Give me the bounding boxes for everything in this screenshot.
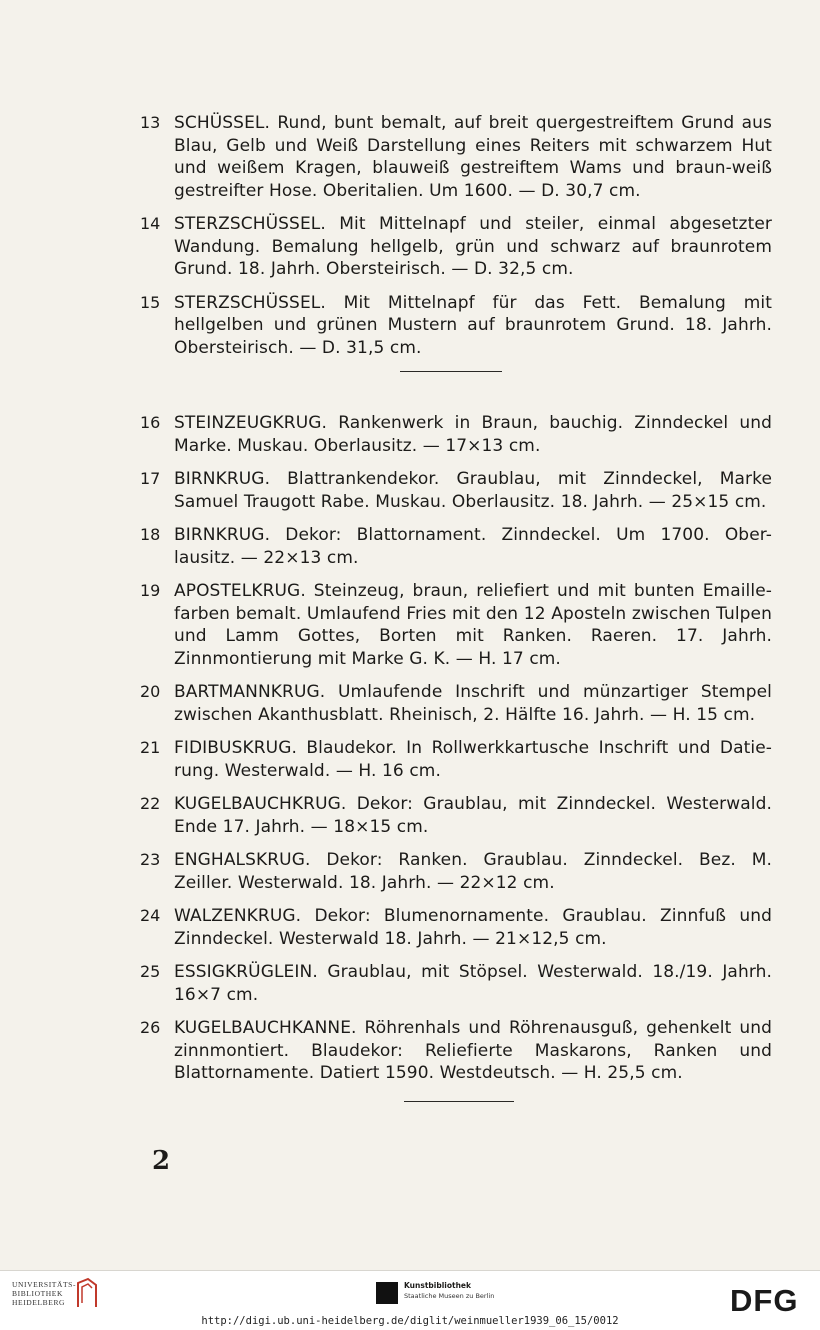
entry-number: 20 [140,682,161,701]
entry-number: 21 [140,738,161,757]
catalog-entry [140,737,772,782]
entry-description: ENGHALSKRUG. Dekor: Ranken. Graublau. Zinndeckel. Bez. M. Zeiller. Westerwald. 18. Jahrh. — 22×12 cm. [174,850,772,893]
dfg-logo: DFG [730,1283,799,1318]
university-library-logo-text: UNIVERSITÄTS- BIBLIOTHEK HEIDELBERG [12,1280,77,1307]
catalog-entry [140,681,772,726]
entry-number: 15 [140,292,161,312]
entry-number: 16 [140,413,161,432]
catalog-entry [140,292,772,360]
catalog-entry [140,112,772,202]
catalog-entry [140,468,772,513]
entry-number: 14 [140,214,161,233]
source-url[interactable]: http://digi.ub.uni-heidelberg.de/diglit/weinmueller1939_06_15/0012 [201,1315,619,1327]
section-divider [400,371,502,372]
entry-description: KUGELBAUCHKRUG. Dekor: Graublau, mit Zinndeckel. Westerwald. Ende 17. Jahrh. — 18×15 cm. [174,794,772,837]
entry-number: 19 [140,581,161,600]
entry-description: STERZSCHÜSSEL. Mit Mittelnapf und steiler, einmal abgesetzter Wandung. Bemalung hellgelb, grün und schwarz auf braunrotem Grund. 18. Jahrh. Obersteirisch. — D. 32,5 cm. [174,214,772,279]
entry-description: APOSTELKRUG. Steinzeug, braun, reliefiert und mit bunten Emaille-farben bemalt. Umlaufend Fries mit den 12 Aposteln zwischen Tulpen und Lamm Gottes, Borten mit Ranken. Raeren. 17. Jahrh. Zinnmontierung mit Marke G. K. — H. 17 cm. [174,581,772,669]
university-emblem-icon [74,1277,98,1309]
entry-number: 13 [140,113,161,132]
catalog-entry [140,580,772,670]
catalog-entry [140,849,772,894]
entry-number: 25 [140,962,161,981]
entry-description: BARTMANNKRUG. Umlaufende Inschrift und münzartiger Stempel zwischen Akanthusblatt. Rheinisch, 2. Hälfte 16. Jahrh. — H. 15 cm. [174,682,772,725]
entry-description: SCHÜSSEL. Rund, bunt bemalt, auf breit quergestreiftem Grund aus Blau, Gelb und Weiß Darstellung eines Reiters mit schwarzem Hut und weißem Kragen, blauweiß gestreiftem Wams und braun-weiß gestreifter Hose. Oberitalien. Um 1600. — D. 30,7 cm. [174,113,772,201]
catalog-entry [140,412,772,457]
entry-number: 18 [140,525,161,544]
catalog-entries [140,112,772,1102]
entry-number: 23 [140,850,161,869]
entry-description: FIDIBUSKRUG. Blaudekor. In Rollwerkkartusche Inschrift und Datie-rung. Westerwald. — H. 16 cm. [174,738,772,781]
page-number: 2 [152,1146,171,1176]
section-divider [404,1101,514,1102]
catalog-entry [140,961,772,1006]
entry-description: STEINZEUGKRUG. Rankenwerk in Braun, bauchig. Zinndeckel und Marke. Muskau. Oberlausitz. — 17×13 cm. [174,413,772,456]
entry-number: 24 [140,906,161,925]
entry-description: BIRNKRUG. Dekor: Blattornament. Zinndeckel. Um 1700. Ober-lausitz. — 22×13 cm. [174,525,772,568]
kunstbibliothek-icon [376,1282,398,1304]
entry-description: STERZSCHÜSSEL. Mit Mittelnapf für das Fett. Bemalung mit hellgelben und grünen Mustern auf braunrotem Grund. 18. Jahrh. Obersteirisch. — D. 31,5 cm. [174,292,772,358]
entry-description: ESSIGKRÜGLEIN. Graublau, mit Stöpsel. Westerwald. 18./19. Jahrh. 16×7 cm. [174,962,772,1005]
entry-description: KUGELBAUCHKANNE. Röhrenhals und Röhrenausguß, gehenkelt und zinnmontiert. Blaudekor: Reliefierte Maskarons, Ranken und Blattornamente. Datiert 1590. Westdeutsch. — H. 25,5 cm. [174,1018,772,1083]
entry-group-ceramics [140,112,772,359]
catalog-entry [140,213,772,281]
catalog-entry [140,524,772,569]
entry-description: WALZENKRUG. Dekor: Blumenornamente. Graublau. Zinnfuß und Zinndeckel. Westerwald 18. Jahrh. — 21×12,5 cm. [174,906,772,949]
entry-number: 22 [140,794,161,813]
entry-number: 26 [140,1018,161,1037]
catalog-entry [140,1017,772,1085]
catalog-entry [140,793,772,838]
entry-group-jugs [140,412,772,1085]
digitization-footer: UNIVERSITÄTS- BIBLIOTHEK HEIDELBERG Kunstbibliothek Staatliche Museen zu Berlin DFG http://digi.ub.uni-heidelberg.de/diglit/weinmueller1939_06_15/0012 [0,1270,820,1330]
catalog-entry [140,905,772,950]
entry-number: 17 [140,469,161,488]
entry-description: BIRNKRUG. Blattrankendekor. Graublau, mit Zinndeckel, Marke Samuel Traugott Rabe. Muskau. Oberlausitz. 18. Jahrh. — 25×15 cm. [174,469,772,512]
